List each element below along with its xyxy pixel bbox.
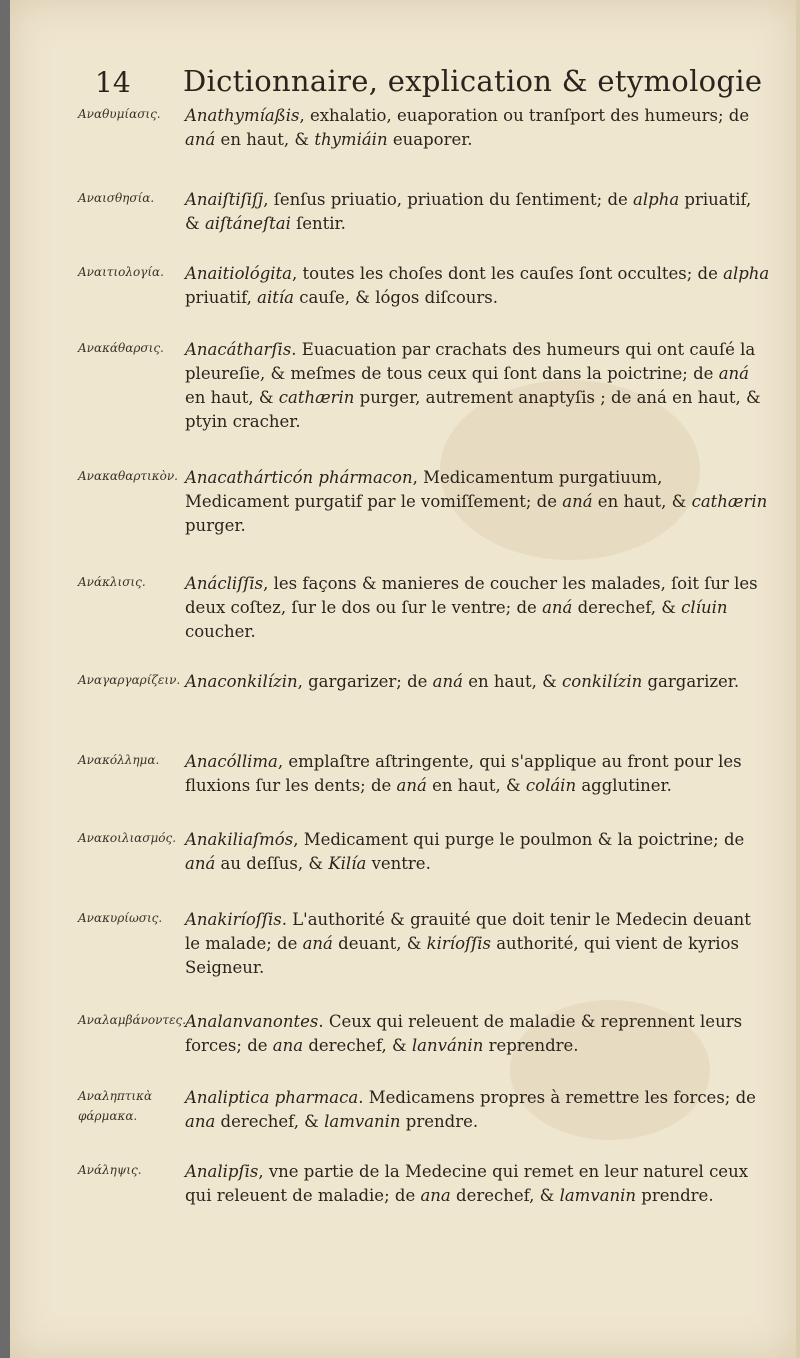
etymology-term: aná <box>396 776 427 795</box>
etymology-term: lanvánin <box>411 1036 484 1055</box>
greek-headword: Ανάκλισις. <box>78 575 146 589</box>
definition-text: derechef, & <box>303 1036 412 1055</box>
definition-text: , Medicamentum purgatiuum, Medicament purgatif par le vomiſſement; de <box>185 468 663 511</box>
etymology-term: aná <box>302 934 333 953</box>
greek-headword: Ανάληψις. <box>78 1163 142 1177</box>
greek-headword: Αναλαμβάνοντες. <box>78 1013 187 1027</box>
etymology-term: cathærin <box>278 388 355 407</box>
definition-text: . L'authorité & grauité que doit tenir le Medecin deuant le malade; de <box>185 910 751 953</box>
etymology-term: clíuin <box>681 598 728 617</box>
definition-text: . Ceux qui releuent de maladie & reprennent leurs forces; de <box>185 1012 743 1055</box>
greek-headword: Αναγαργαρίζειν. <box>78 673 181 687</box>
etymology-term: aná <box>562 492 593 511</box>
definition-text: authorité, qui vient de kyrios Seigneur. <box>185 934 739 977</box>
greek-headword: Αναληπτικὰ φάρμακα. <box>78 1089 153 1123</box>
greek-headword: Ανακόλλημα. <box>78 753 160 767</box>
definition-text: au deſſus, & <box>215 854 329 873</box>
etymology-term: aná <box>185 854 216 873</box>
definition-text: , Medicament qui purge le poulmon & la poictrine; de <box>293 830 745 849</box>
greek-headword: Αναισθησία. <box>78 191 155 205</box>
etymology-term: aná <box>718 364 749 383</box>
definition-text: . Euacuation par crachats des humeurs qui ont cauſé la pleureſie, & meſmes de tous ceux qui ſont dans la poictrine; de <box>185 340 756 383</box>
definition-text: gargarizer. <box>642 672 740 691</box>
definition-text: ſentir. <box>290 214 346 233</box>
definition-text: en haut, & <box>426 776 526 795</box>
entry-definition <box>185 908 770 980</box>
definition-text: agglutiner. <box>576 776 672 795</box>
entry-definition <box>185 1160 770 1208</box>
definition-text: , gargarizer; de <box>297 672 433 691</box>
etymology-term: ana <box>420 1186 451 1205</box>
latin-lemma: Analiptica pharmaca <box>185 1088 359 1107</box>
entry-definition <box>185 670 770 694</box>
etymology-term: Kilía <box>328 854 367 873</box>
greek-headword: Αναθυμίασις. <box>78 107 161 121</box>
entry-definition <box>185 750 770 798</box>
latin-lemma: Anaconkilízin <box>185 672 298 691</box>
book-gutter <box>0 0 10 1358</box>
page-number: 14 <box>95 66 131 99</box>
definition-text: ventre. <box>366 854 431 873</box>
definition-text: en haut, & <box>215 130 315 149</box>
definition-text: , emplaſtre aſtringente, qui s'applique au front pour les fluxions ſur les dents; de <box>185 752 742 795</box>
latin-lemma: Anacóllima <box>185 752 278 771</box>
latin-lemma: Anakiríoſſis <box>185 910 282 929</box>
entry-definition <box>185 572 770 644</box>
page-title: Dictionnaire, explication & etymologie <box>183 64 763 98</box>
etymology-term: alpha <box>633 190 680 209</box>
definition-text: , exhalatio, euaporation ou tranſport des humeurs; de <box>299 106 750 125</box>
definition-text: cauſe, & lógos diſcours. <box>293 288 498 307</box>
definition-text: purger, autrement anaptyſis ; de aná en haut, & ptyin cracher. <box>185 388 761 431</box>
etymology-term: coláin <box>525 776 577 795</box>
etymology-term: conkilízin <box>562 672 643 691</box>
definition-text: priuatif, & <box>185 190 752 233</box>
definition-text: coucher. <box>185 622 256 641</box>
latin-lemma: Analipſis <box>185 1162 259 1181</box>
entry-definition <box>185 1010 770 1058</box>
page-header <box>95 62 763 106</box>
latin-lemma: Anacathárticón phármacon <box>185 468 413 487</box>
definition-text: deuant, & <box>332 934 427 953</box>
definition-text: purger. <box>185 516 246 535</box>
definition-text: prendre. <box>636 1186 714 1205</box>
etymology-term: aiſtáneſtai <box>204 214 291 233</box>
etymology-term: lamvanin <box>324 1112 401 1131</box>
definition-text: , ſenſus priuatio, priuation du ſentiment; de <box>263 190 634 209</box>
definition-text: en haut, & <box>185 388 279 407</box>
etymology-term: ana <box>185 1112 216 1131</box>
greek-headword: Ανακάθαρσις. <box>78 341 164 355</box>
definition-text: derechef, & <box>450 1186 560 1205</box>
definition-text: prendre. <box>400 1112 479 1131</box>
greek-headword: Αναιτιολογία. <box>78 265 164 279</box>
definition-text: priuatif, <box>185 288 258 307</box>
definition-text: , toutes les choſes dont les cauſes ſont occultes; de <box>292 264 724 283</box>
greek-headword: Ανακαθαρτικὸν. <box>78 469 178 483</box>
definition-text: reprendre. <box>483 1036 579 1055</box>
definition-text: en haut, & <box>592 492 692 511</box>
etymology-term: cathærin <box>691 492 768 511</box>
etymology-term: aná <box>542 598 573 617</box>
etymology-term: aitía <box>257 288 294 307</box>
definition-text: derechef, & <box>215 1112 325 1131</box>
entry-definition <box>185 828 770 876</box>
latin-lemma: Analanvanontes <box>185 1012 319 1031</box>
etymology-term: alpha <box>723 264 770 283</box>
greek-headword: Ανακοιλιασμός. <box>78 831 177 845</box>
definition-text: , vne partie de la Medecine qui remet en leur naturel ceux qui releuent de maladie; de <box>185 1162 749 1205</box>
latin-lemma: Anácliſſis <box>185 574 264 593</box>
entry-definition <box>185 466 770 538</box>
entry-definition <box>185 188 770 236</box>
latin-lemma: Anathymíaßis <box>185 106 300 125</box>
etymology-term: kiríoſſis <box>426 934 491 953</box>
etymology-term: ana <box>272 1036 304 1055</box>
entry-definition <box>185 1086 770 1134</box>
entry-definition <box>185 338 770 434</box>
etymology-term: lamvanin <box>559 1186 637 1205</box>
definition-text: en haut, & <box>462 672 563 691</box>
latin-lemma: Anaiſtiſiſj <box>185 190 264 209</box>
latin-lemma: Anaitiológita <box>185 264 293 283</box>
latin-lemma: Anacátharſis <box>185 340 292 359</box>
etymology-term: aná <box>185 130 216 149</box>
definition-text: euaporer. <box>387 130 473 149</box>
latin-lemma: Anakiliaſmós <box>185 830 294 849</box>
definition-text: , les façons & manieres de coucher les malades, ſoit ſur les deux coſtez, ſur le dos ou ſur le ventre; de <box>185 574 758 617</box>
etymology-term: thymiáin <box>314 130 388 149</box>
book-page <box>10 0 796 1358</box>
greek-headword: Ανακυρίωσις. <box>78 911 163 925</box>
entry-definition <box>185 104 770 152</box>
definition-text: derechef, & <box>572 598 682 617</box>
definition-text: . Medicamens propres à remettre les forces; de <box>358 1088 756 1107</box>
etymology-term: aná <box>432 672 463 691</box>
entry-definition <box>185 262 770 310</box>
